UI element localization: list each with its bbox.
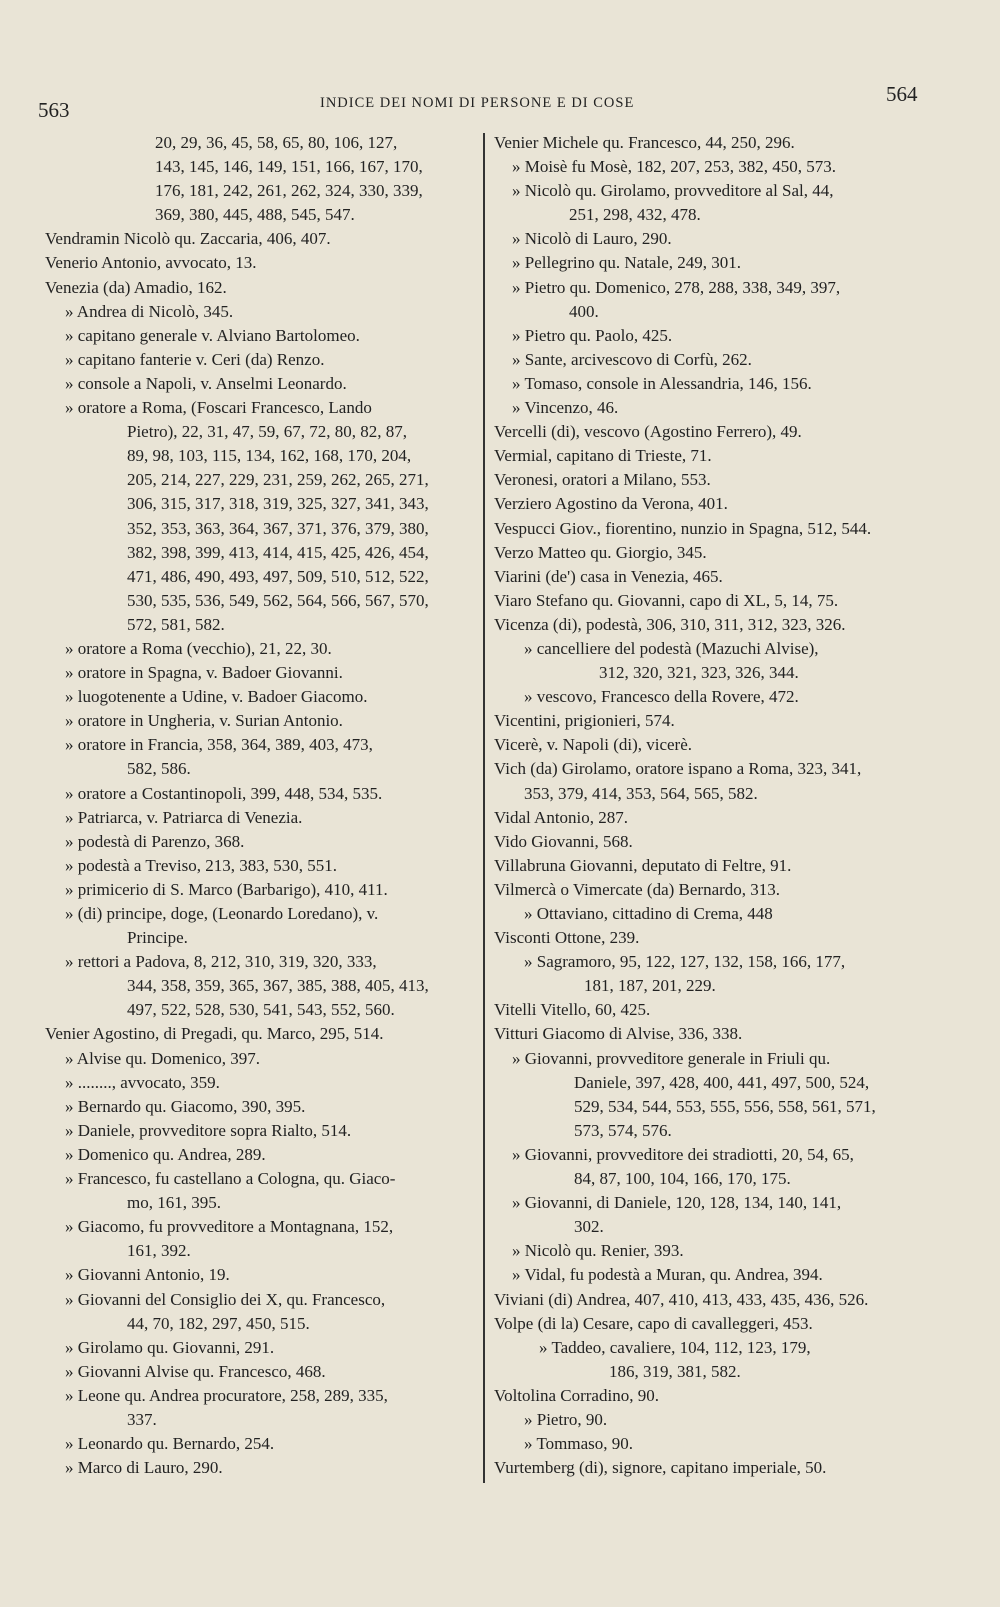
index-line: Villabruna Giovanni, deputato di Feltre, 91.: [494, 855, 792, 875]
index-line: Venier Agostino, di Pregadi, qu. Marco, 295, 514.: [45, 1024, 384, 1044]
index-line: » vescovo, Francesco della Rovere, 472.: [524, 687, 799, 707]
index-line: » Giovanni, provveditore dei stradiotti, 20, 54, 65,: [512, 1144, 854, 1164]
index-line: » Giovanni del Consiglio dei X, qu. Francesco,: [65, 1289, 386, 1309]
index-line: Venerio Antonio, avvocato, 13.: [45, 253, 257, 273]
index-line: 251, 298, 432, 478.: [569, 205, 701, 225]
index-line: 20, 29, 36, 45, 58, 65, 80, 106, 127,: [155, 133, 398, 152]
index-line: Voltolina Corradino, 90.: [494, 1385, 659, 1405]
index-line: 312, 320, 321, 323, 326, 344.: [599, 663, 799, 683]
index-line: 529, 534, 544, 553, 555, 556, 558, 561, 571,: [574, 1096, 876, 1116]
index-line: » Taddeo, cavaliere, 104, 112, 123, 179,: [539, 1337, 811, 1357]
index-line: Vurtemberg (di), signore, capitano imperiale, 50.: [494, 1458, 827, 1478]
index-line: Vermial, capitano di Trieste, 71.: [494, 446, 712, 466]
index-line: Vitelli Vitello, 60, 425.: [494, 1000, 651, 1020]
index-line: 344, 358, 359, 365, 367, 385, 388, 405, 413,: [127, 976, 429, 996]
index-line: » capitano fanterie v. Ceri (da) Renzo.: [65, 349, 325, 369]
index-line: 573, 574, 576.: [574, 1120, 672, 1140]
index-line: » Giacomo, fu provveditore a Montagnana, 152,: [65, 1217, 394, 1237]
index-line: » Francesco, fu castellano a Cologna, qu. Giaco-: [65, 1169, 396, 1189]
index-line: Vitturi Giacomo di Alvise, 336, 338.: [494, 1024, 743, 1044]
index-line: 382, 398, 399, 413, 414, 415, 425, 426, 454,: [127, 542, 429, 562]
index-line: Vicerè, v. Napoli (di), vicerè.: [494, 735, 693, 755]
index-line: » Alvise qu. Domenico, 397.: [65, 1048, 261, 1068]
index-line: Vespucci Giov., fiorentino, nunzio in Spagna, 512, 544.: [494, 518, 872, 538]
index-line: » podestà a Treviso, 213, 383, 530, 551.: [65, 855, 337, 875]
index-line: 143, 145, 146, 149, 151, 166, 167, 170,: [155, 157, 423, 177]
index-line: » oratore a Roma (vecchio), 21, 22, 30.: [65, 638, 332, 658]
index-line: 161, 392.: [127, 1241, 191, 1261]
left-page-number: 563: [38, 98, 70, 122]
index-line: » Pellegrino qu. Natale, 249, 301.: [512, 253, 741, 273]
index-line: 89, 98, 103, 115, 134, 162, 168, 170, 204,: [127, 446, 412, 466]
index-line: 181, 187, 201, 229.: [584, 976, 716, 996]
index-line: » Giovanni Alvise qu. Francesco, 468.: [65, 1361, 326, 1381]
index-line: Venezia (da) Amadio, 162.: [45, 277, 227, 297]
running-header-title: INDICE DEI NOMI DI PERSONE E DI COSE: [320, 95, 635, 111]
index-line: » Tommaso, 90.: [524, 1434, 633, 1454]
index-line: » Sante, arcivescovo di Corfù, 262.: [512, 349, 752, 369]
index-line: » capitano generale v. Alviano Bartolomeo.: [65, 325, 360, 345]
index-line: 337.: [127, 1409, 157, 1429]
index-line: Vicenza (di), podestà, 306, 310, 311, 312, 323, 326.: [494, 614, 846, 634]
index-line: Visconti Ottone, 239.: [494, 928, 640, 948]
index-line: 302.: [574, 1217, 604, 1237]
index-line: » Nicolò qu. Girolamo, provveditore al Sal, 44,: [512, 181, 834, 201]
index-line: » Vidal, fu podestà a Muran, qu. Andrea, 394.: [512, 1265, 823, 1285]
index-line: » cancelliere del podestà (Mazuchi Alvise),: [524, 638, 819, 658]
index-line: » Bernardo qu. Giacomo, 390, 395.: [65, 1096, 306, 1116]
index-line: » Pietro qu. Domenico, 278, 288, 338, 349, 397,: [512, 277, 841, 297]
index-line: » oratore a Costantinopoli, 399, 448, 534, 535.: [65, 783, 383, 803]
index-line: » Nicolò qu. Renier, 393.: [512, 1241, 684, 1261]
index-line: » Andrea di Nicolò, 345.: [65, 301, 234, 321]
index-line: 497, 522, 528, 530, 541, 543, 552, 560.: [127, 1000, 395, 1020]
index-line: » podestà di Parenzo, 368.: [65, 831, 245, 851]
index-line: » Leone qu. Andrea procuratore, 258, 289, 335,: [65, 1385, 388, 1405]
index-line: » Nicolò di Lauro, 290.: [512, 229, 672, 249]
index-line: Vercelli (di), vescovo (Agostino Ferrero), 49.: [494, 422, 802, 442]
index-line: mo, 161, 395.: [127, 1193, 221, 1213]
index-line: Principe.: [127, 928, 188, 948]
index-line: 205, 214, 227, 229, 231, 259, 262, 265, 271,: [127, 470, 429, 490]
index-line: Viarini (de') casa in Venezia, 465.: [494, 566, 723, 586]
index-line: » rettori a Padova, 8, 212, 310, 319, 320, 333,: [65, 952, 377, 972]
index-line: Volpe (di la) Cesare, capo di cavalleggeri, 453.: [494, 1313, 813, 1333]
index-line: » Giovanni Antonio, 19.: [65, 1265, 230, 1285]
index-line: » Domenico qu. Andrea, 289.: [65, 1144, 266, 1164]
index-line: Vido Giovanni, 568.: [494, 831, 633, 851]
index-line: Vendramin Nicolò qu. Zaccaria, 406, 407.: [45, 229, 331, 249]
index-line: 369, 380, 445, 488, 545, 547.: [155, 205, 355, 225]
index-line: » Vincenzo, 46.: [512, 398, 619, 418]
index-line: » console a Napoli, v. Anselmi Leonardo.: [65, 373, 347, 393]
index-line: » Daniele, provveditore sopra Rialto, 514.: [65, 1120, 352, 1140]
index-line: 306, 315, 317, 318, 319, 325, 327, 341, 343,: [127, 494, 429, 514]
index-line: » Moisè fu Mosè, 182, 207, 253, 382, 450, 573.: [512, 157, 836, 177]
index-line: 186, 319, 381, 582.: [609, 1361, 741, 1381]
index-line: 176, 181, 242, 261, 262, 324, 330, 339,: [155, 181, 423, 201]
index-line: » oratore in Ungheria, v. Surian Antonio.: [65, 711, 343, 731]
index-line: » luogotenente a Udine, v. Badoer Giacomo.: [65, 687, 368, 707]
index-line: 471, 486, 490, 493, 497, 509, 510, 512, 522,: [127, 566, 429, 586]
right-page-number: 564: [886, 82, 918, 106]
index-line: » Girolamo qu. Giovanni, 291.: [65, 1337, 275, 1357]
index-line: » Giovanni, di Daniele, 120, 128, 134, 140, 141,: [512, 1193, 842, 1213]
index-line: Viaro Stefano qu. Giovanni, capo di XL, 5, 14, 75.: [494, 590, 839, 610]
right-index-column: [494, 131, 944, 1480]
index-line: » Pietro qu. Paolo, 425.: [512, 325, 673, 345]
index-line: » oratore in Francia, 358, 364, 389, 403, 473,: [65, 735, 373, 755]
index-line: » Sagramoro, 95, 122, 127, 132, 158, 166, 177,: [524, 952, 846, 972]
index-line: Vidal Antonio, 287.: [494, 807, 629, 827]
index-line: Verziero Agostino da Verona, 401.: [494, 494, 728, 514]
left-index-column: [45, 131, 475, 1480]
index-line: » Ottaviano, cittadino di Crema, 448: [524, 904, 773, 923]
index-line: Vicentini, prigionieri, 574.: [494, 711, 675, 731]
index-line: » oratore in Spagna, v. Badoer Giovanni.: [65, 663, 343, 683]
index-line: 353, 379, 414, 353, 564, 565, 582.: [524, 783, 758, 803]
index-line: » Marco di Lauro, 290.: [65, 1458, 223, 1478]
column-divider: [483, 133, 485, 1483]
index-line: » Giovanni, provveditore generale in Friuli qu.: [512, 1048, 831, 1068]
index-line: » primicerio di S. Marco (Barbarigo), 410, 411.: [65, 879, 388, 899]
index-line: 582, 586.: [127, 759, 191, 779]
index-line: 352, 353, 363, 364, 367, 371, 376, 379, 380,: [127, 518, 429, 538]
index-line: Verzo Matteo qu. Giorgio, 345.: [494, 542, 707, 562]
index-line: 84, 87, 100, 104, 166, 170, 175.: [574, 1169, 791, 1189]
index-line: » Tomaso, console in Alessandria, 146, 156.: [512, 373, 812, 393]
index-line: Vilmercà o Vimercate (da) Bernardo, 313.: [494, 879, 781, 899]
index-line: » oratore a Roma, (Foscari Francesco, Lando: [65, 398, 372, 418]
index-line: Veronesi, oratori a Milano, 553.: [494, 470, 711, 490]
index-line: Daniele, 397, 428, 400, 441, 497, 500, 524,: [574, 1072, 870, 1092]
index-line: 572, 581, 582.: [127, 614, 225, 634]
index-line: » Pietro, 90.: [524, 1409, 608, 1429]
index-line: Venier Michele qu. Francesco, 44, 250, 296.: [494, 133, 795, 152]
index-line: » Leonardo qu. Bernardo, 254.: [65, 1434, 275, 1454]
index-line: Vich (da) Girolamo, oratore ispano a Roma, 323, 341,: [494, 759, 862, 779]
index-line: » (di) principe, doge, (Leonardo Loredano), v.: [65, 904, 379, 923]
index-line: 530, 535, 536, 549, 562, 564, 566, 567, 570,: [127, 590, 429, 610]
index-line: 400.: [569, 301, 599, 321]
index-line: Viviani (di) Andrea, 407, 410, 413, 433, 435, 436, 526.: [494, 1289, 869, 1309]
index-line: » ........, avvocato, 359.: [65, 1072, 220, 1092]
index-line: » Patriarca, v. Patriarca di Venezia.: [65, 807, 303, 827]
index-line: 44, 70, 182, 297, 450, 515.: [127, 1313, 310, 1333]
index-line: Pietro), 22, 31, 47, 59, 67, 72, 80, 82, 87,: [127, 422, 408, 442]
